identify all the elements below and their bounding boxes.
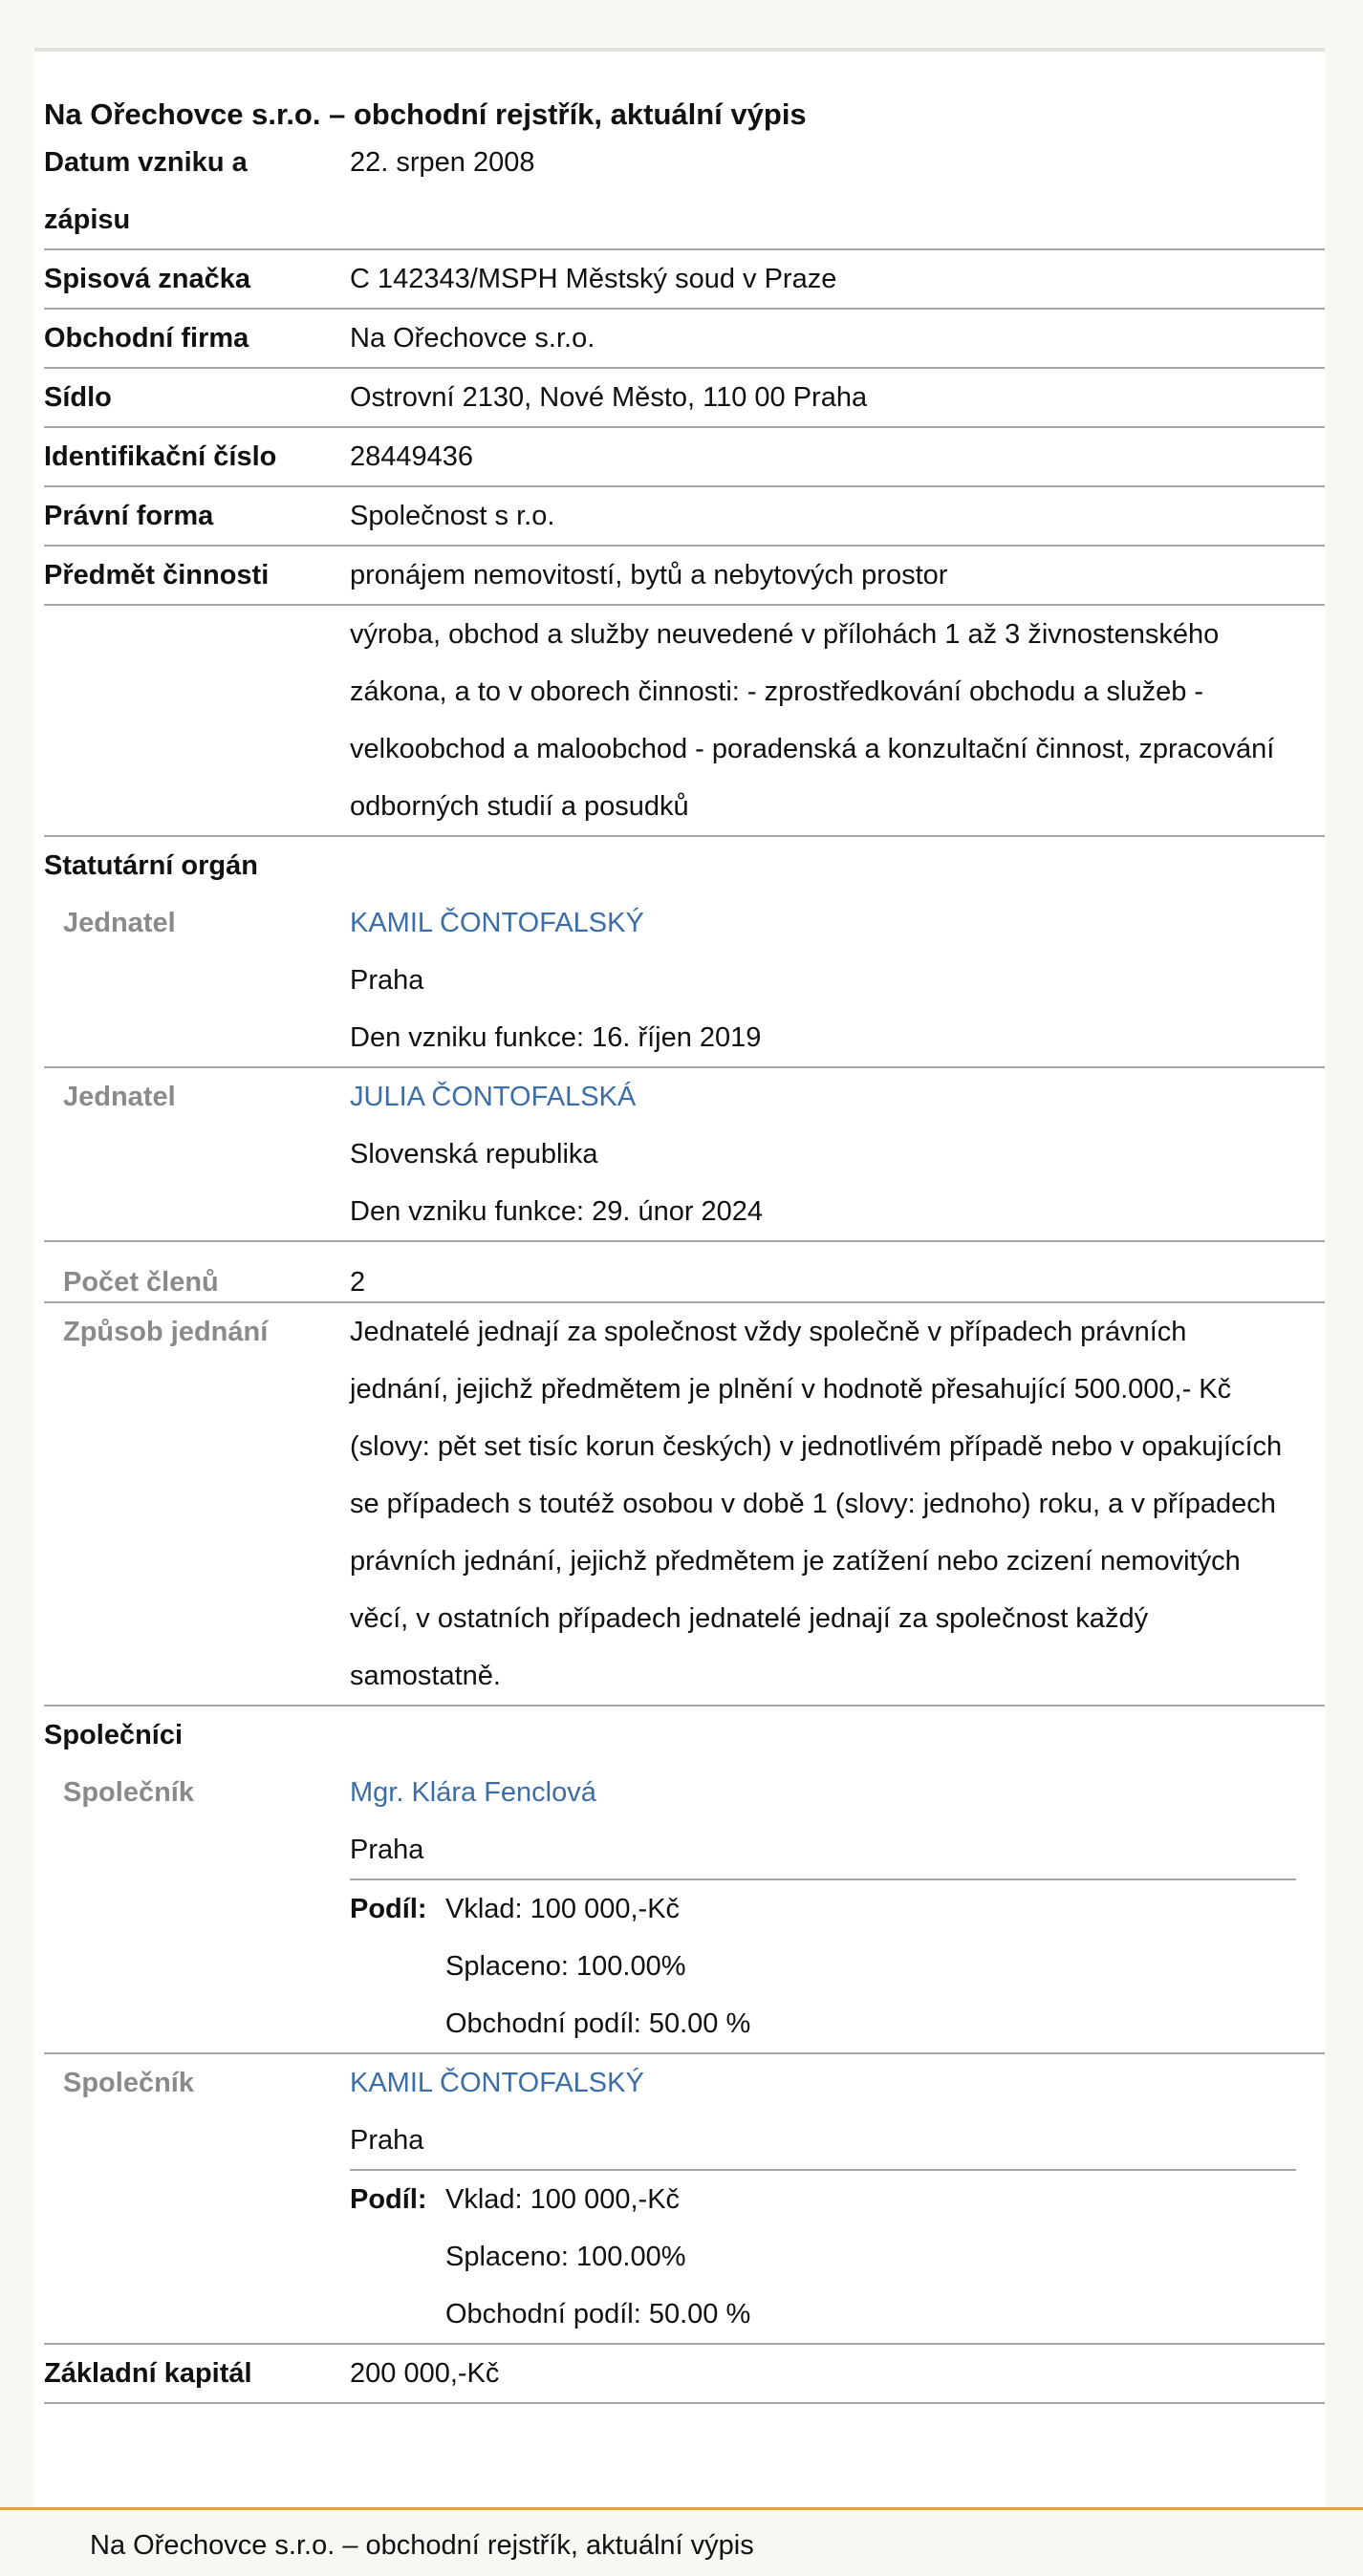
predmet-line: velkoobchod a maloobchod - poradenská a konzultační činnost, zpracování [350,734,1275,764]
value-jednatel-1 [350,894,1325,1067]
label-zakladni-kapital: Základní kapitál [44,2344,350,2403]
section-spolecnici [44,1706,1325,1764]
value-pocet-clenu: 2 [350,1241,1325,1302]
value-jednatel-2 [350,1067,1325,1241]
label-datum-vzniku-line2: zápisu [44,204,131,235]
row-spolecnik-2 [44,2053,1325,2344]
register-extract-page [34,48,1325,2511]
zpusob-line: (slovy: pět set tisíc korun českých) v jednotlivém případě nebo v opakujících [350,1431,1283,1462]
page-title: Na Ořechovce s.r.o. – obchodní rejstřík, aktuální výpis [44,97,807,131]
label-datum-vzniku-line1: Datum vzniku a [44,147,248,178]
spolecnik-1-name-link[interactable]: Mgr. Klára Fenclová [350,1777,596,1808]
jednatel-1-name-link[interactable]: KAMIL ČONTOFALSKÝ [350,908,644,938]
section-title-spolecnici: Společníci [44,1720,184,1750]
row-obchodni-firma [44,309,1325,368]
spolecnik-1-place: Praha [350,1835,424,1865]
page-footer [0,2507,1363,2576]
zpusob-line: jednání, jejichž předmětem je plnění v hodnotě přesahující 500.000,- Kč [350,1374,1232,1405]
spolecnik-2-place: Praha [350,2125,424,2156]
zpusob-line: se případech s toutéž osobou v době 1 (slovy: jednoho) roku, a v případech [350,1489,1276,1519]
zpusob-line: právních jednání, jejichž předmětem je zatížení nebo zcizení nemovitých [350,1546,1241,1577]
row-spisova-znacka [44,249,1325,309]
spolecnik-1-vklad: Vklad: 100 000,-Kč [445,1894,681,1924]
spolecnik-1-share-values [445,1880,750,2052]
label-empty [44,605,350,836]
value-predmet-cinnosti-2 [350,605,1325,836]
value-spisova-znacka: C 142343/MSPH Městský soud v Praze [350,249,1325,309]
zpusob-line: samostatně. [350,1661,501,1691]
row-pravni-forma [44,486,1325,546]
value-identifikacni-cislo: 28449436 [350,427,1325,486]
row-identifikacni-cislo [44,427,1325,486]
row-predmet-cinnosti-2 [44,605,1325,836]
value-spolecnik-2 [350,2053,1325,2344]
label-jednatel-2: Jednatel [44,1067,350,1241]
predmet-line: zákona, a to v oborech činnosti: - zprostředkování obchodu a služeb - [350,676,1204,707]
value-sidlo: Ostrovní 2130, Nové Město, 110 00 Praha [350,368,1325,427]
jednatel-2-place: Slovenská republika [350,1139,598,1170]
row-sidlo [44,368,1325,427]
row-jednatel-1 [44,894,1325,1067]
label-spolecnik-2: Společník [44,2053,350,2344]
zpusob-line: věcí, v ostatních případech jednatelé jednají za společnost každý [350,1603,1149,1634]
section-title-statutarni-organ: Statutární orgán [44,850,258,881]
footer-title: Na Ořechovce s.r.o. – obchodní rejstřík, aktuální výpis [90,2530,754,2561]
spolecnik-2-splaceno: Splaceno: 100.00% [445,2242,686,2272]
row-zpusob-jednani [44,1302,1325,1706]
zpusob-line: Jednatelé jednají za společnost vždy společně v případech právních [350,1317,1187,1347]
spolecnik-2-podil: Obchodní podíl: 50.00 % [445,2299,751,2329]
value-pravni-forma: Společnost s r.o. [350,486,1325,546]
spolecnik-2-name-link[interactable]: KAMIL ČONTOFALSKÝ [350,2068,644,2098]
row-zakladni-kapital [44,2344,1325,2403]
label-pocet-clenu: Počet členů [44,1241,350,1302]
label-pravni-forma: Právní forma [44,486,350,546]
jednatel-2-since: Den vzniku funkce: 29. únor 2024 [350,1196,764,1227]
row-predmet-cinnosti-1 [44,546,1325,605]
value-spolecnik-1 [350,1764,1325,2053]
spolecnik-2-vklad: Vklad: 100 000,-Kč [445,2184,681,2215]
register-table [44,134,1325,2404]
label-predmet-cinnosti: Předmět činnosti [44,546,350,605]
row-datum-vzniku [44,134,1325,249]
spolecnik-1-podil: Obchodní podíl: 50.00 % [445,2008,751,2039]
jednatel-1-since: Den vzniku funkce: 16. říjen 2019 [350,1022,762,1053]
label-jednatel-1: Jednatel [44,894,350,1067]
predmet-line: výroba, obchod a služby neuvedené v přílohách 1 až 3 živnostenského [350,619,1220,650]
label-identifikacni-cislo: Identifikační číslo [44,427,350,486]
spolecnik-2-share [350,2171,750,2343]
value-datum-vzniku: 22. srpen 2008 [350,134,1325,249]
register-content [34,96,1325,2404]
row-jednatel-2 [44,1067,1325,1241]
label-spolecnik-1: Společník [44,1764,350,2053]
label-obchodni-firma: Obchodní firma [44,309,350,368]
label-datum-vzniku [44,134,350,249]
value-zakladni-kapital: 200 000,-Kč [350,2344,1325,2403]
value-obchodni-firma: Na Ořechovce s.r.o. [350,309,1325,368]
predmet-line: odborných studií a posudků [350,791,689,822]
jednatel-2-name-link[interactable]: JULIA ČONTOFALSKÁ [350,1082,637,1112]
jednatel-1-place: Praha [350,965,424,996]
spolecnik-2-share-values [445,2171,750,2343]
section-statutarni-organ [44,836,1325,894]
label-sidlo: Sídlo [44,368,350,427]
label-zpusob-jednani: Způsob jednání [44,1302,350,1706]
spolecnik-1-share-label: Podíl: [350,1894,427,1924]
spolecnik-2-share-label: Podíl: [350,2184,427,2215]
label-spisova-znacka: Spisová značka [44,249,350,309]
spolecnik-1-share [350,1880,750,2052]
value-predmet-cinnosti-1: pronájem nemovitostí, bytů a nebytových prostor [350,546,1325,605]
spolecnik-1-splaceno: Splaceno: 100.00% [445,1951,686,1982]
row-pocet-clenu [44,1241,1325,1302]
row-spolecnik-1 [44,1764,1325,2053]
value-zpusob-jednani [350,1302,1325,1706]
